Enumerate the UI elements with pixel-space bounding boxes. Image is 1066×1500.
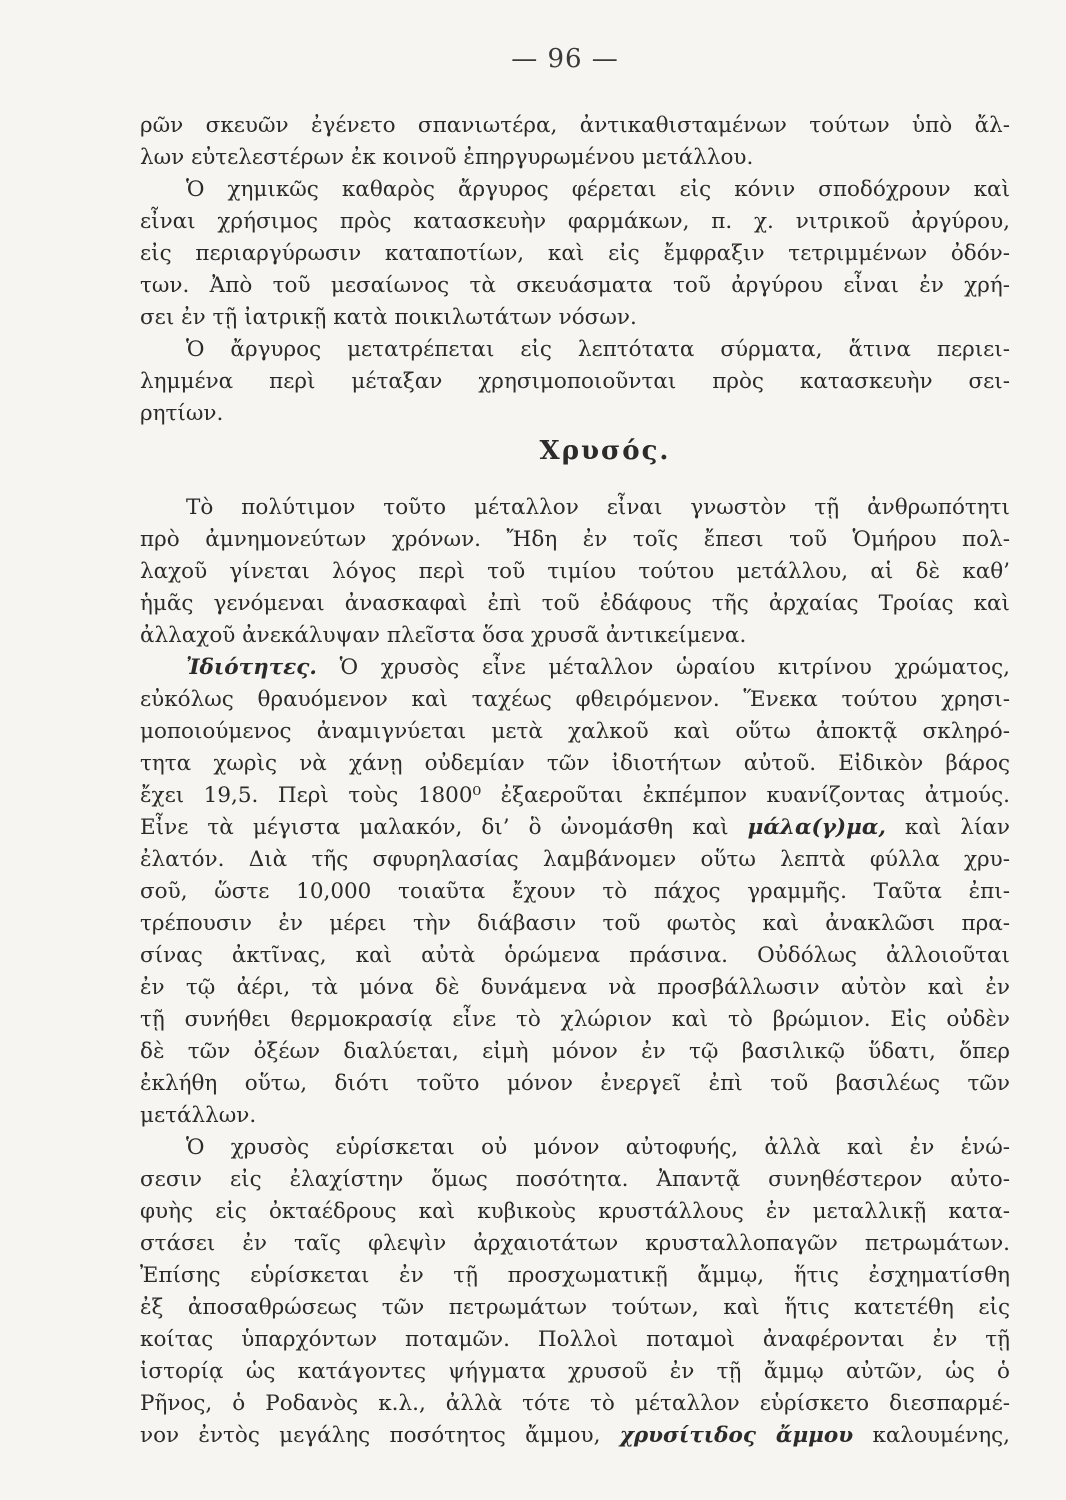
text-line: μετάλλων. — [140, 1103, 257, 1128]
text-line: Ρῆνος, ὁ Ροδανὸς κ.λ., ἀλλὰ τότε τὸ μέταλλον εὑρίσκετο διεσπαρμέ- — [140, 1391, 1010, 1416]
text-line: δὲ τῶν ὀξέων διαλύεται, εἰμὴ μόνον ἐν τῷ βασιλικῷ ὕδατι, ὅπερ — [140, 1039, 1010, 1064]
text-line: ἐν τῷ ἀέρι, τὰ μόνα δὲ δυνάμενα νὰ προσβάλλωσιν αὐτὸν καὶ ἐν — [140, 975, 1010, 1000]
text-line: στάσει ἐν ταῖς φλεψὶν ἀρχαιοτάτων κρυσταλλοπαγῶν πετρωμάτων. — [140, 1231, 1010, 1256]
text-line: σεσιν εἰς ἐλαχίστην ὅμως ποσότητα. Ἀπαντᾷ συνηθέστερον αὐτο- — [140, 1167, 1010, 1192]
text-line — [140, 1420, 1010, 1452]
text-line: ἔχει 19,5. Περὶ τοὺς 1800⁰ ἐξαεροῦται ἐκπέμπον κυανίζοντας ἀτμούς. — [140, 783, 1010, 808]
subheading-properties: Ἰδιότητες. — [186, 655, 317, 680]
text-line: ρῶν σκευῶν ἐγένετο σπανιωτέρα, ἀντικαθισταμένων τούτων ὑπὸ ἄλ- — [140, 113, 1010, 138]
text-line: ἐξ ἀποσαθρώσεως τῶν πετρωμάτων τούτων, καὶ ἥτις κατετέθη εἰς — [140, 1295, 1010, 1320]
text-line: τῇ συνήθει θερμοκρασίᾳ εἶνε τὸ χλώριον καὶ τὸ βρώμιον. Εἰς οὐδὲν — [140, 1007, 1010, 1032]
text-line: των. Ἀπὸ τοῦ μεσαίωνος τὰ σκευάσματα τοῦ ἀργύρου εἶναι ἐν χρή- — [140, 273, 1010, 298]
text-line: τρέπουσιν ἐν μέρει τὴν διάβασιν τοῦ φωτὸς καὶ ἀνακλῶσι πρα- — [140, 911, 1010, 936]
text-run: Ὁ χρυσὸς εἶνε μέταλλον ὡραίου κιτρίνου χρώματος, — [316, 655, 1010, 680]
text-line: ἡμᾶς γενόμεναι ἀνασκαφαὶ ἐπὶ τοῦ ἐδάφους τῆς ἀρχαίας Τροίας καὶ — [140, 591, 1010, 616]
text-line: ρητίων. — [140, 401, 224, 426]
text-line: σίνας ἀκτῖνας, καὶ αὐτὰ ὁρώμενα πράσινα. Οὐδόλως ἀλλοιοῦται — [140, 943, 1010, 968]
text-line: τητα χωρὶς νὰ χάνῃ οὐδεμίαν τῶν ἰδιοτήτων αὐτοῦ. Εἰδικὸν βάρος — [140, 751, 1010, 776]
text-line: εἶναι χρήσιμος πρὸς κατασκευὴν φαρμάκων, π. χ. νιτρικοῦ ἀργύρου, — [140, 209, 1010, 234]
text-line: Ὁ ἄργυρος μετατρέπεται εἰς λεπτότατα σύρματα, ἅτινα περιει- — [186, 337, 1010, 362]
text-line: ἀλλαχοῦ ἀνεκάλυψαν πλεῖστα ὅσα χρυσᾶ ἀντικείμενα. — [140, 623, 747, 648]
text-line: πρὸ ἀμνημονεύτων χρόνων. Ἤδη ἐν τοῖς ἔπεσι τοῦ Ὁμήρου πολ- — [140, 527, 1010, 552]
text-line: Ὁ χημικῶς καθαρὸς ἄργυρος φέρεται εἰς κόνιν σποδόχρουν καὶ — [186, 177, 1010, 202]
text-line: ἱστορίᾳ ὡς κατάγοντες ψήγματα χρυσοῦ ἐν τῇ ἄμμῳ αὐτῶν, ὡς ὁ — [140, 1359, 1010, 1384]
text-line — [140, 812, 1010, 844]
text-line: εἰς περιαργύρωσιν καταποτίων, καὶ εἰς ἔμφραξιν τετριμμένων ὀδόν- — [140, 241, 1010, 266]
text-line: κοίτας ὑπαρχόντων ποταμῶν. Πολλοὶ ποταμοὶ ἀναφέρονται ἐν τῇ — [140, 1327, 1010, 1352]
page-number: — 96 — — [511, 44, 619, 74]
text-line: Ἐπίσης εὑρίσκεται ἐν τῇ προσχωματικῇ ἄμμῳ, ἥτις ἐσχηματίσθη — [140, 1263, 1010, 1288]
text-line: φυὴς εἰς ὀκταέδρους καὶ κυβικοὺς κρυστάλλους ἐν μεταλλικῇ κατα- — [140, 1199, 1010, 1224]
text-line: Τὸ πολύτιμον τοῦτο μέταλλον εἶναι γνωστὸν τῇ ἀνθρωπότητι — [186, 495, 1010, 520]
text-line: Ὁ χρυσὸς εὑρίσκεται οὐ μόνον αὐτοφυής, ἀλλὰ καὶ ἐν ἑνώ- — [186, 1135, 1010, 1160]
text-run: καὶ λίαν — [885, 815, 1010, 840]
text-line: λαχοῦ γίνεται λόγος περὶ τοῦ τιμίου τούτου μετάλλου, αἱ δὲ καθ’ — [140, 559, 1010, 584]
text-line: λων εὐτελεστέρων ἐκ κοινοῦ ἐπηργυρωμένου μετάλλου. — [140, 145, 754, 170]
text-run: Εἶνε τὰ μέγιστα μαλακόν, δι’ ὃ ὠνομάσθη καὶ — [140, 815, 748, 840]
text-line: σει ἐν τῇ ἰατρικῇ κατὰ ποικιλωτάτων νόσων. — [140, 305, 637, 330]
text-run: καλουμένης, — [853, 1423, 1010, 1448]
text-line: ἐκλήθη οὕτω, διότι τοῦτο μόνον ἐνεργεῖ ἐπὶ τοῦ βασιλέως τῶν — [140, 1071, 1010, 1096]
emphasis-term: μάλα(γ)μα, — [747, 815, 886, 840]
text-run: νον ἐντὸς μεγάλης ποσότητος ἄμμου, — [140, 1423, 620, 1448]
text-line: ἐλατόν. Διὰ τῆς σφυρηλασίας λαμβάνομεν οὕτω λεπτὰ φύλλα χρυ- — [140, 847, 1010, 872]
emphasis-term: χρυσίτιδος ἄμμου — [619, 1423, 854, 1448]
text-line: εὐκόλως θραυόμενον καὶ ταχέως φθειρόμενον. Ἕνεκα τούτου χρησι- — [140, 687, 1010, 712]
text-line: μοποιούμενος ἀναμιγνύεται μετὰ χαλκοῦ καὶ οὕτω ἀποκτᾷ σκληρό- — [140, 719, 1010, 744]
text-line: λημμένα περὶ μέταξαν χρησιμοποιοῦνται πρὸς κατασκευὴν σει- — [140, 369, 1010, 394]
text-line: σοῦ, ὥστε 10,000 τοιαῦτα ἔχουν τὸ πάχος γραμμῆς. Ταῦτα ἐπι- — [140, 879, 1010, 904]
text-line — [186, 652, 1010, 684]
section-heading: Χρυσός. — [539, 436, 671, 466]
